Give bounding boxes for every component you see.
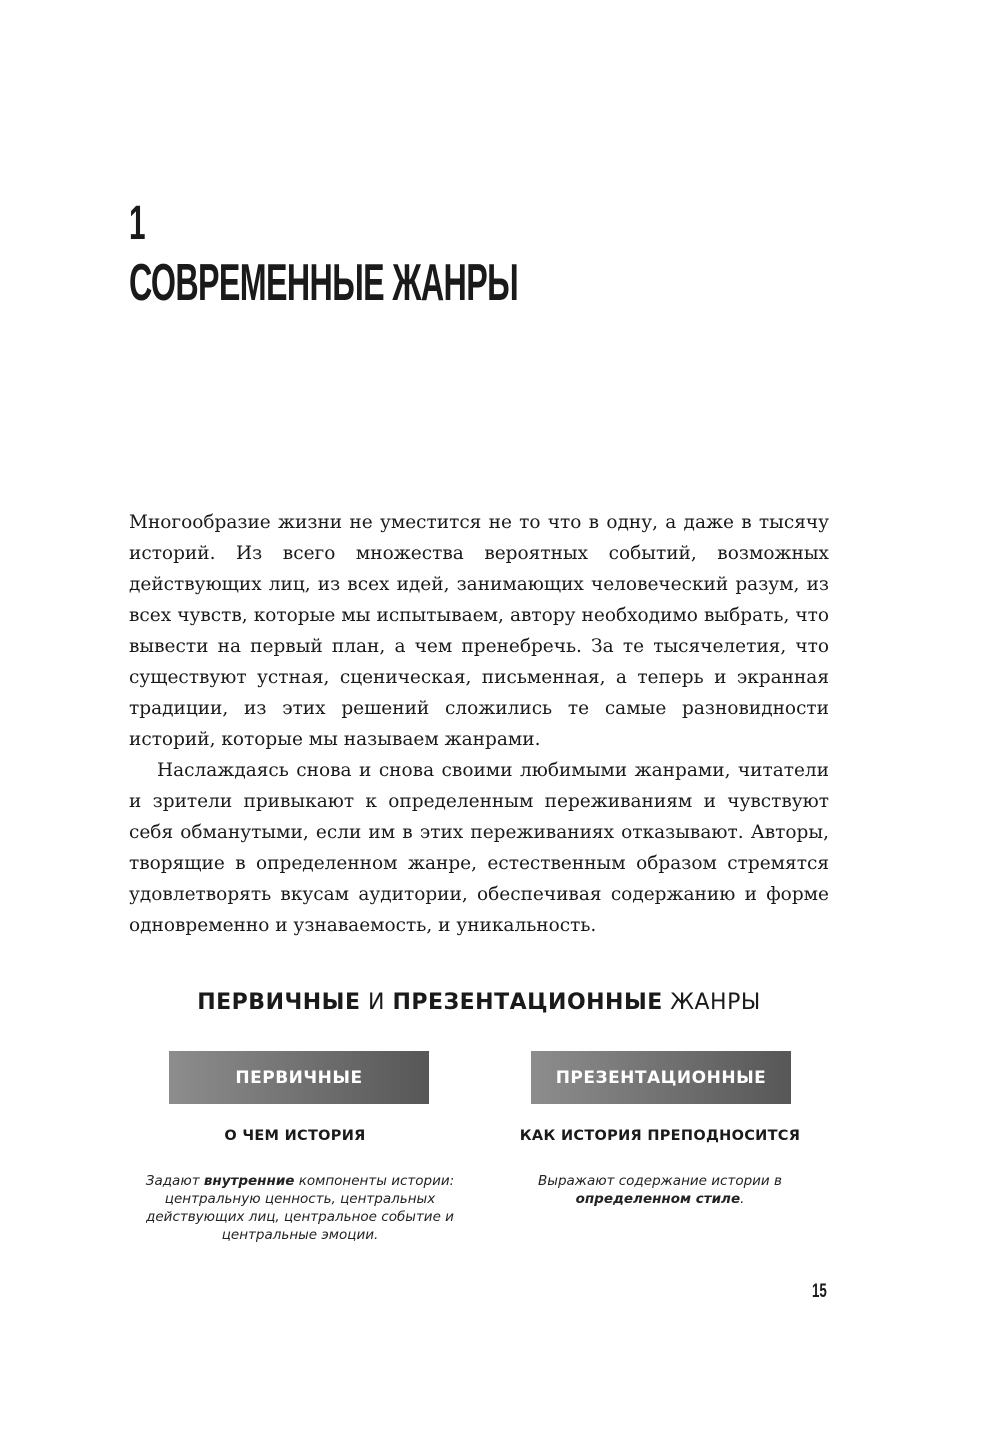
- desc-emphasis: внутренние: [203, 1173, 295, 1189]
- diagram-title-primary: ПЕРВИЧНЫЕ: [197, 990, 361, 1015]
- presentational-genre-box: [531, 1051, 791, 1104]
- presentational-genre-subtitle: КАК ИСТОРИЯ ПРЕПОДНОСИТСЯ: [519, 1128, 801, 1144]
- body-text: [129, 507, 829, 941]
- chapter-number: 1: [129, 197, 145, 250]
- diagram-title-genres: ЖАНРЫ: [662, 990, 761, 1015]
- desc-text: Выражают содержание истории в: [538, 1173, 782, 1189]
- paragraph: Наслаждаясь снова и снова своими любимыми жанрами, читатели и зрители привыкают к определенным переживаниям и чувствуют себя обманутыми, если им в этих переживаниях отказывают. Авторы, творящие в определенном жанре, естественным образом стремятся удовлетворять вкусам аудитории, обеспечивая содержанию и форме одновременно и узнаваемость, и уникальность.: [129, 760, 829, 936]
- presentational-genre-description: [490, 1172, 830, 1208]
- paragraph: Многообразие жизни не уместится не то что в одну, а даже в тысячу историй. Из всего множества вероятных событий, возможных действующих лиц, из всех идей, занимающих человеческий разум, из всех чувств, которые мы испытываем, автору необходимо выбрать, что вывести на первый план, а чем пренебречь. За те тысячелетия, что существуют устная, сценическая, письменная, а теперь и экранная традиции, из этих решений сложились те самые разновидности историй, которые мы называем жанрами.: [129, 512, 829, 750]
- diagram-title-presentational: ПРЕЗЕНТАЦИОННЫЕ: [392, 990, 663, 1015]
- desc-text: .: [740, 1191, 745, 1207]
- chapter-title: СОВРЕМЕННЫЕ ЖАНРЫ: [129, 254, 519, 312]
- desc-text: компоненты истории: центральную ценность, центральных действующих лиц, центральное событие и центральные эмоции.: [146, 1173, 455, 1243]
- primary-genre-subtitle: О ЧЕМ ИСТОРИЯ: [224, 1128, 366, 1144]
- diagram-title-and: И: [360, 990, 393, 1015]
- desc-emphasis: определенном стиле: [575, 1191, 741, 1207]
- diagram-title: [0, 990, 958, 1015]
- primary-genre-description: [130, 1172, 470, 1244]
- page-number: 15: [812, 1281, 827, 1302]
- primary-genre-box: [169, 1051, 429, 1104]
- desc-text: Задают: [145, 1173, 204, 1189]
- presentational-genre-label: ПРЕЗЕНТАЦИОННЫЕ: [555, 1067, 767, 1088]
- primary-genre-label: ПЕРВИЧНЫЕ: [235, 1067, 363, 1088]
